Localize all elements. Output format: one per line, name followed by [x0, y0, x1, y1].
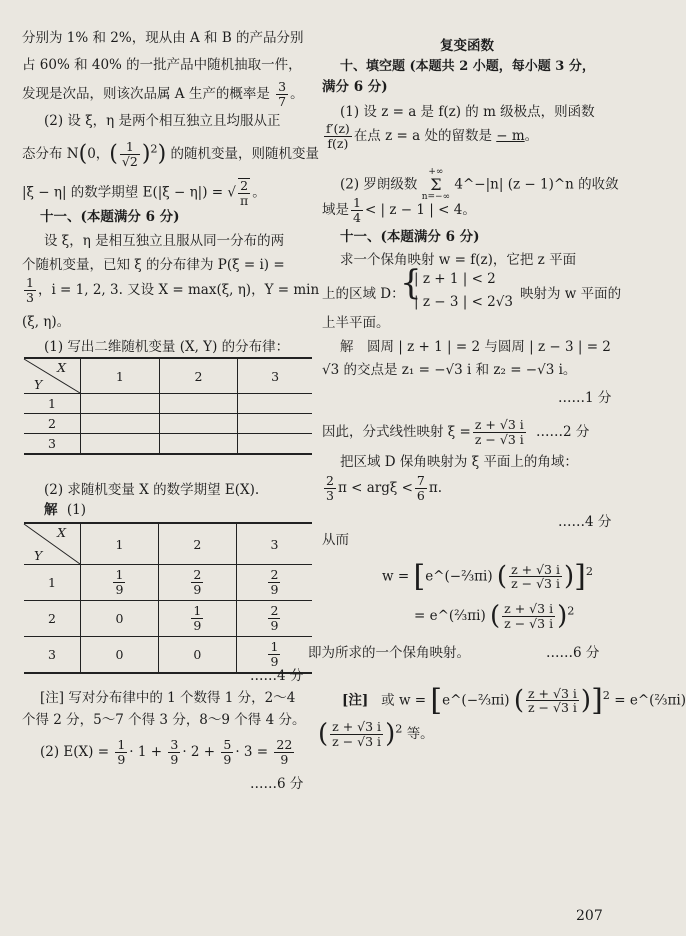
section-title: 十一、(本题满分 6 分) — [340, 229, 480, 245]
text-line: √3 的交点是 z₁ = −√3 i 和 z₂ = −√3 i。 — [322, 362, 577, 378]
text-line: 个随机变量，已知 ξ 的分布律为 P(ξ = i) = — [22, 257, 285, 273]
score-label: ……2 分 — [536, 424, 590, 440]
page-number: 207 — [576, 908, 603, 924]
section-header: 复变函数 — [440, 38, 494, 54]
section-title: 十、填空题 (本题共 2 小题，每小题 3 分， — [340, 59, 595, 74]
distribution-table-empty: X Y 1 2 3 1 2 3 — [24, 357, 312, 455]
text-line: |ξ − η| 的数学期望 E(|ξ − η|) = √ $\frac{2}{\pi}$ 。 — [22, 178, 266, 208]
text-line: 映射为 w 平面的 — [520, 286, 622, 302]
text-line: 即为所求的一个保角映射。 — [308, 645, 470, 661]
text-line: 求一个保角映射 w = f(z)，它把 z 平面 — [340, 252, 577, 268]
text-line: 从而 — [322, 532, 349, 548]
formula-line: = e^(⅔πi) ( $\frac{z + √3 i}{z - √3 i}$ )$^2$ — [414, 601, 575, 631]
note-line: 个得 2 分，5～7 个得 3 分，8～9 个得 4 分。 — [22, 712, 306, 728]
text-line: 因此，分式线性映射 ξ = $\frac{z + √3 i}{z - √3 i}$ — [322, 417, 524, 447]
distribution-table-solution: X Y 1 2 3 1 $\frac{1}{9}$ $\frac{2}{9}$ $\frac{2}{9}$ 2 0 $\frac{1}{9}$ $\frac{2}{9}$ 3 0 0 $\frac{1}{9}$ — [24, 522, 312, 674]
text-line: 把区域 D 保角映射为 ξ 平面上的角域： — [340, 454, 578, 470]
text-line: (2) 罗朗级数 +∞ Σ n=−∞ 4^−|n| (z − 1)^n 的收敛 — [340, 167, 619, 202]
score-label: ……1 分 — [558, 390, 612, 406]
text-line: $\frac{f'(z)}{f(z)}$ 在点 z = a 处的留数是 − m。 — [326, 121, 539, 151]
text-line: $\frac{2}{3}$ π < argξ < $\frac{7}{6}$ π. — [326, 473, 443, 503]
text-line: (2) 求随机变量 X 的数学期望 E(X). — [44, 482, 260, 498]
score-label: ……4 分 — [558, 514, 612, 530]
score-label: ……6 分 — [546, 645, 600, 661]
text-line: (1) 设 z = a 是 f(z) 的 m 级极点，则函数 — [340, 104, 595, 120]
note-line: [注] 或 w = [e^(−⅔πi) ( $\frac{z + √3 i}{z - √3 i}$ )]$^2$ = e^(⅔πi) — [342, 683, 686, 718]
text-line: 上的区域 D： — [322, 286, 405, 302]
score-label: ……4 分 — [250, 668, 304, 684]
condition-2: | z − 3 | < 2√3 — [414, 294, 513, 310]
text-line: 解 (1) — [44, 502, 87, 518]
text-line: 态分布 N(0，( $\frac{1}{√2}$ )$^2$) 的随机变量，则随机变量 — [22, 139, 319, 169]
section-title: 十一、(本题满分 6 分) — [40, 209, 180, 225]
text-line: $\frac{1}{3}$ ，i = 1, 2, 3. 又设 X = max(ξ, η)，Y = min — [26, 275, 320, 305]
text-line: 发现是次品，则该次品属 A 生产的概率是 $\frac{3}{7}$ 。 — [22, 79, 304, 109]
text-line: 域是 $\frac{1}{4}$ < | z − 1 | < 4。 — [322, 195, 476, 225]
text-line: 解 圆周 | z + 1 | = 2 与圆周 | z − 3 | = 2 — [340, 339, 611, 355]
text-line: (1) 写出二维随机变量 (X, Y) 的分布律： — [44, 339, 290, 355]
text-line: 设 ξ，η 是相互独立且服从同一分布的两 — [44, 233, 285, 249]
note-line: ( $\frac{z + √3 i}{z - √3 i}$ )$^2$ 等。 — [318, 719, 434, 749]
text-line: 占 60% 和 40% 的一批产品中随机抽取一件， — [22, 57, 302, 73]
text-line: 分别为 1% 和 2%，现从由 A 和 B 的产品分别 — [22, 30, 304, 46]
text-line: (ξ, η)。 — [22, 314, 71, 330]
note-line: [注] 写对分布律中的 1 个数得 1 分，2～4 — [40, 690, 296, 706]
formula-line: w = [e^(−⅔πi) ( $\frac{z + √3 i}{z - √3 i}$ )]$^2$ — [382, 559, 594, 594]
condition-1: | z + 1 | < 2 — [414, 271, 496, 287]
text-line: (2) E(X) = $\frac{1}{9}$ · 1 + $\frac{3}{9}$ · 2 + $\frac{5}{9}$ · 3 = $\frac{22}{9}$ — [40, 737, 293, 767]
section-title: 满分 6 分) — [322, 79, 388, 95]
text-line: (2) 设 ξ，η 是两个相互独立且均服从正 — [44, 113, 281, 129]
score-label: ……6 分 — [250, 776, 304, 792]
text-line: 上半平面。 — [322, 315, 390, 331]
